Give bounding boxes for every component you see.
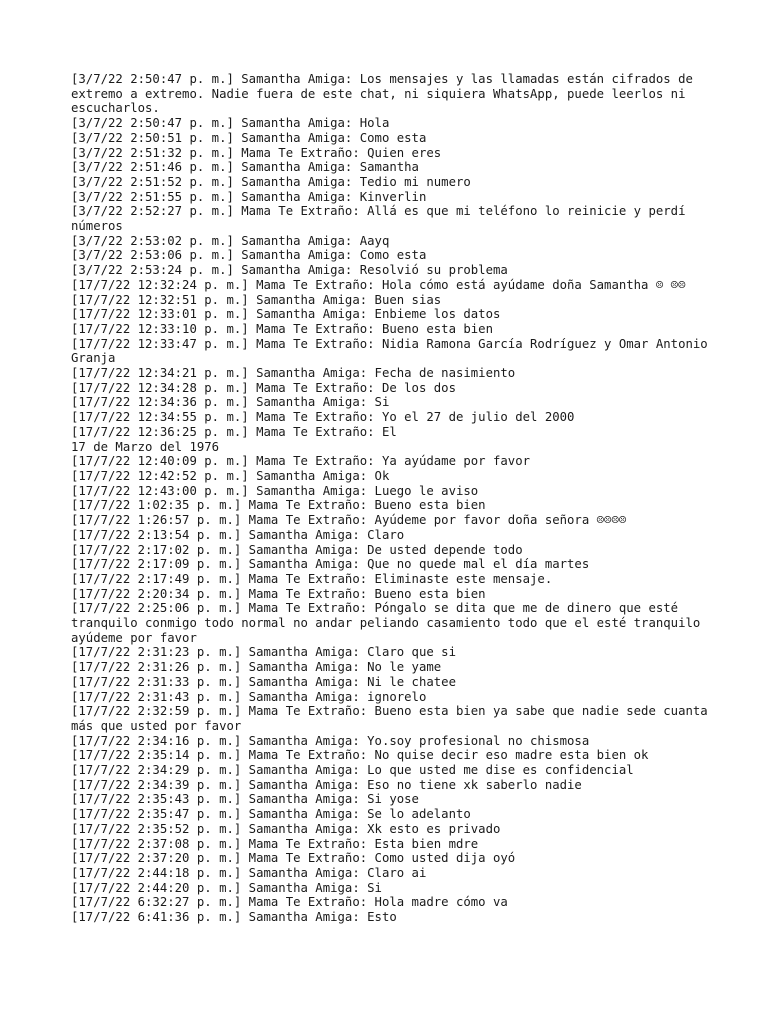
chat-line: [3/7/22 2:53:24 p. m.] Samantha Amiga: Resolvió su problema <box>71 263 508 278</box>
chat-line: [17/7/22 1:02:35 p. m.] Mama Te Extraño: Bueno esta bien <box>71 498 486 513</box>
chat-line: [3/7/22 2:53:02 p. m.] Samantha Amiga: Aayq <box>71 233 390 248</box>
chat-line: [17/7/22 12:43:00 p. m.] Samantha Amiga: Luego le aviso <box>71 483 479 498</box>
chat-line: [17/7/22 2:44:20 p. m.] Samantha Amiga: Si <box>71 880 382 895</box>
chat-line: [17/7/22 2:35:14 p. m.] Mama Te Extraño: No quise decir eso madre esta bien ok <box>71 748 649 763</box>
chat-line: [17/7/22 2:17:49 p. m.] Mama Te Extraño: Eliminaste este mensaje. <box>71 571 553 586</box>
chat-line: [3/7/22 2:51:55 p. m.] Samantha Amiga: Kinverlin <box>71 189 427 204</box>
chat-line: [3/7/22 2:50:51 p. m.] Samantha Amiga: Como esta <box>71 130 427 145</box>
chat-line: [17/7/22 12:33:01 p. m.] Samantha Amiga: Enbieme los datos <box>71 307 501 322</box>
chat-line: [17/7/22 12:36:25 p. m.] Mama Te Extraño: El 17 de Marzo del 1976 <box>71 424 397 454</box>
chat-line: [17/7/22 2:31:26 p. m.] Samantha Amiga: No le yame <box>71 660 442 675</box>
chat-line: [17/7/22 2:34:29 p. m.] Samantha Amiga: Lo que usted me dise es confidencial <box>71 763 634 778</box>
chat-line: [17/7/22 12:34:55 p. m.] Mama Te Extraño: Yo el 27 de julio del 2000 <box>71 410 575 425</box>
chat-line: [17/7/22 6:41:36 p. m.] Samantha Amiga: Esto <box>71 910 397 925</box>
chat-line: [17/7/22 12:33:47 p. m.] Mama Te Extraño: Nidia Ramona García Rodríguez y Omar Antonio Granja <box>71 336 716 366</box>
chat-line: [17/7/22 2:31:23 p. m.] Samantha Amiga: Claro que si <box>71 645 456 660</box>
chat-line: [17/7/22 2:32:59 p. m.] Mama Te Extraño: Bueno esta bien ya sabe que nadie sede cuanta más que usted por favor <box>71 704 716 733</box>
chat-line: [17/7/22 12:34:36 p. m.] Samantha Amiga: Si <box>71 395 390 410</box>
chat-line: [17/7/22 12:34:28 p. m.] Mama Te Extraño: De los dos <box>71 380 456 395</box>
chat-line: [17/7/22 2:34:39 p. m.] Samantha Amiga: Eso no tiene xk saberlo nadie <box>71 777 582 792</box>
chat-line: [17/7/22 12:40:09 p. m.] Mama Te Extraño: Ya ayúdame por favor <box>71 454 531 469</box>
chat-line: [17/7/22 2:35:52 p. m.] Samantha Amiga: Xk esto es privado <box>71 821 501 836</box>
chat-line: [17/7/22 2:34:16 p. m.] Samantha Amiga: Yo.soy profesional no chismosa <box>71 733 590 748</box>
chat-line: [17/7/22 2:35:43 p. m.] Samantha Amiga: Si yose <box>71 792 419 807</box>
chat-line: [17/7/22 2:13:54 p. m.] Samantha Amiga: Claro <box>71 527 405 542</box>
chat-line: [17/7/22 1:26:57 p. m.] Mama Te Extraño: Ayúdeme por favor doña señora ☹☹☹☹ <box>71 513 627 528</box>
chat-line: [3/7/22 2:50:47 p. m.] Samantha Amiga: Hola <box>71 116 390 131</box>
chat-line: [3/7/22 2:52:27 p. m.] Mama Te Extraño: Allá es que mi teléfono lo reinicie y perdí números <box>71 204 693 234</box>
chat-line: [17/7/22 2:37:20 p. m.] Mama Te Extraño: Como usted dija oyó <box>71 851 516 866</box>
chat-line: [17/7/22 2:44:18 p. m.] Samantha Amiga: Claro ai <box>71 865 427 880</box>
chat-line: [17/7/22 12:42:52 p. m.] Samantha Amiga: Ok <box>71 468 390 483</box>
chat-line: [17/7/22 2:31:43 p. m.] Samantha Amiga: ignorelo <box>71 689 427 704</box>
chat-line: [17/7/22 2:25:06 p. m.] Mama Te Extraño: Póngalo se dita que me de dinero que esté tranquilo conmigo todo normal no andar peliando casamiento todo que el esté tranquilo ayúdeme por favor <box>71 601 708 645</box>
chat-line: [3/7/22 2:53:06 p. m.] Samantha Amiga: Como esta <box>71 248 427 263</box>
chat-line: [17/7/22 2:37:08 p. m.] Mama Te Extraño: Esta bien mdre <box>71 836 479 851</box>
chat-line: [17/7/22 2:17:02 p. m.] Samantha Amiga: De usted depende todo <box>71 542 523 557</box>
chat-line: [17/7/22 12:32:51 p. m.] Samantha Amiga: Buen sias <box>71 292 442 307</box>
chat-line: [17/7/22 12:32:24 p. m.] Mama Te Extraño: Hola cómo está ayúdame doña Samantha ☹ ☹☹ <box>71 277 686 292</box>
chat-line: [17/7/22 12:33:10 p. m.] Mama Te Extraño: Bueno esta bien <box>71 321 493 336</box>
chat-line: [17/7/22 12:34:21 p. m.] Samantha Amiga: Fecha de nasimiento <box>71 366 516 381</box>
chat-line: [3/7/22 2:50:47 p. m.] Samantha Amiga: Los mensajes y las llamadas están cifrados de extremo a extremo. Nadie fuera de este chat, ni siquiera WhatsApp, puede leerlos ni escucharlos. <box>71 72 701 116</box>
chat-line: [3/7/22 2:51:32 p. m.] Mama Te Extraño: Quien eres <box>71 145 442 160</box>
chat-transcript <box>71 72 716 925</box>
chat-line: [17/7/22 2:31:33 p. m.] Samantha Amiga: Ni le chatee <box>71 674 456 689</box>
chat-line: [17/7/22 2:35:47 p. m.] Samantha Amiga: Se lo adelanto <box>71 807 471 822</box>
chat-line: [3/7/22 2:51:46 p. m.] Samantha Amiga: Samantha <box>71 160 419 175</box>
chat-line: [17/7/22 2:20:34 p. m.] Mama Te Extraño: Bueno esta bien <box>71 586 486 601</box>
chat-line: [17/7/22 2:17:09 p. m.] Samantha Amiga: Que no quede mal el día martes <box>71 557 590 572</box>
chat-line: [3/7/22 2:51:52 p. m.] Samantha Amiga: Tedio mi numero <box>71 174 471 189</box>
chat-line: [17/7/22 6:32:27 p. m.] Mama Te Extraño: Hola madre cómo va <box>71 895 508 910</box>
